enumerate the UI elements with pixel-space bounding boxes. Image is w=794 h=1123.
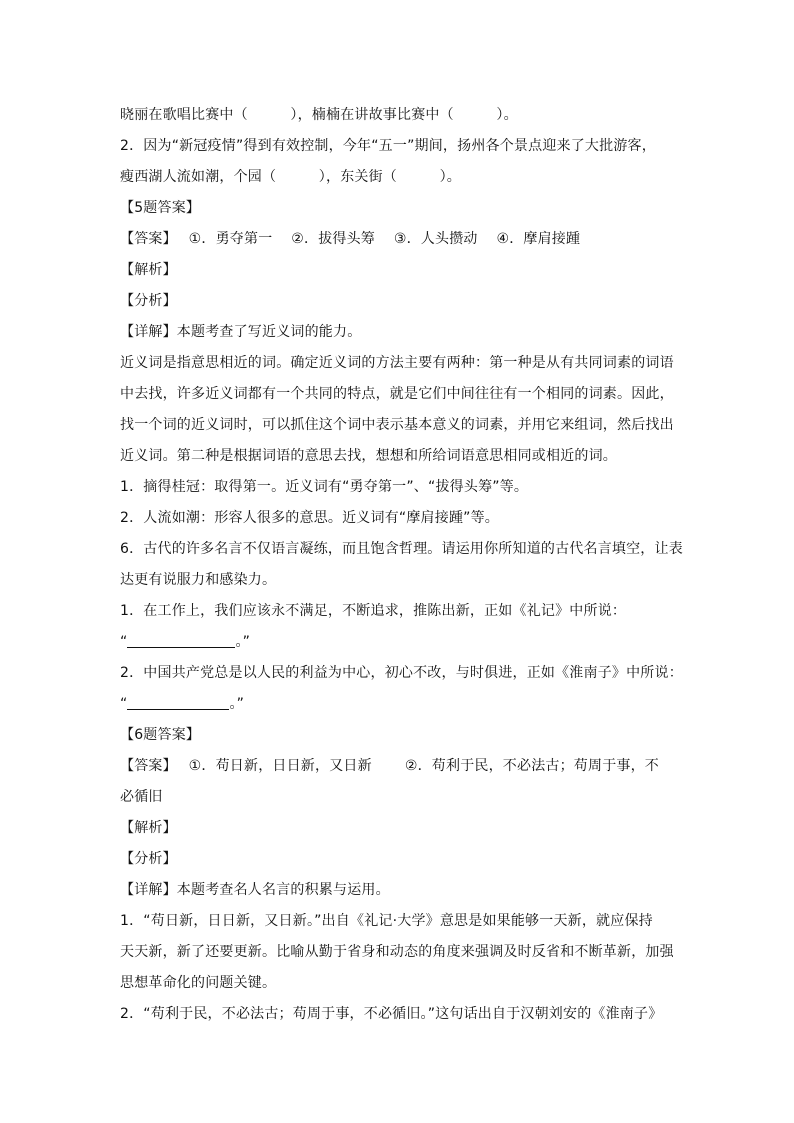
fill-blank-line [120, 689, 680, 720]
text-line: 2．人流如潮：形容人很多的意思。近义词有“摩肩接踵”等。 [120, 510, 500, 526]
section-heading: 【6题答案】 [120, 727, 201, 743]
text-line: 1．摘得桂冠：取得第一。近义词有“勇夺第一”、“拔得头筹”等。 [120, 479, 529, 495]
answer-blank [127, 633, 235, 648]
text-line: 中去找，许多近义词都有一个共同的特点，就是它们中间往往有一个相同的词素。因此， [120, 386, 674, 402]
text-line: 必循旧 [120, 789, 163, 805]
open-quote: “ [120, 696, 128, 712]
text-line: 思想革命化的问题关键。 [120, 975, 277, 991]
text-line: 【详解】本题考查名人名言的积累与运用。 [120, 882, 390, 898]
section-heading: 【分析】 [120, 293, 177, 309]
text-line: 1．“苟日新，日日新，又日新。”出自《礼记·大学》意思是如果能够一天新，就应保持 [120, 913, 653, 929]
text-line: 2．“苟利于民，不必法古；苟周于事，不必循旧。”这句话出自于汉朝刘安的《淮南子》 [120, 1006, 663, 1022]
text-line: 近义词是指意思相近的词。确定近义词的方法主要有两种：第一种是从有共同词素的词语 [120, 355, 674, 371]
text-line: 瘦西湖人流如潮，个园（ ），东关街（ ）。 [120, 169, 461, 185]
close-quote: 。” [235, 634, 251, 650]
section-heading: 【分析】 [120, 851, 177, 867]
fill-blank-line [120, 627, 680, 658]
text-line: 晓丽在歌唱比赛中（ ），楠楠在讲故事比赛中（ ）。 [120, 107, 518, 123]
document-body [120, 100, 683, 1030]
text-line: 天天新，新了还要更新。比喻从勤于省身和动态的角度来强调及时反省和不断革新，加强 [120, 944, 674, 960]
answer-blank [127, 695, 229, 710]
answer-line: 【答案】 ①．苟日新，日日新，又日新 ②．苟利于民，不必法古；苟周于事，不 [120, 758, 659, 774]
answer-line: 【答案】 ①．勇夺第一 ②．拔得头筹 ③．人头攒动 ④．摩肩接踵 [120, 231, 581, 247]
section-heading: 【5题答案】 [120, 200, 201, 216]
text-line: 近义词。第二种是根据词语的意思去找，想想和所给词语意思相同或相近的词。 [120, 448, 617, 464]
open-quote: “ [120, 634, 128, 650]
close-quote: 。” [229, 696, 245, 712]
text-line: 1．在工作上，我们应该永不满足，不断追求，推陈出新，正如《礼记》中所说： [120, 603, 627, 619]
text-line: 达更有说服力和感染力。 [120, 572, 277, 588]
text-line: 【详解】本题考查了写近义词的能力。 [120, 324, 362, 340]
text-line: 2．因为“新冠疫情”得到有效控制，今年“五一”期间，扬州各个景点迎来了大批游客， [120, 138, 656, 154]
text-line: 6．古代的许多名言不仅语言凝练，而且饱含哲理。请运用你所知道的古代名言填空，让表 [120, 541, 683, 557]
text-line: 2．中国共产党总是以人民的利益为中心，初心不改，与时俱进，正如《淮南子》中所说： [120, 665, 683, 681]
text-line: 找一个词的近义词时，可以抓住这个词中表示基本意义的词素，并用它来组词，然后找出 [120, 417, 674, 433]
section-heading: 【解析】 [120, 262, 177, 278]
section-heading: 【解析】 [120, 820, 177, 836]
